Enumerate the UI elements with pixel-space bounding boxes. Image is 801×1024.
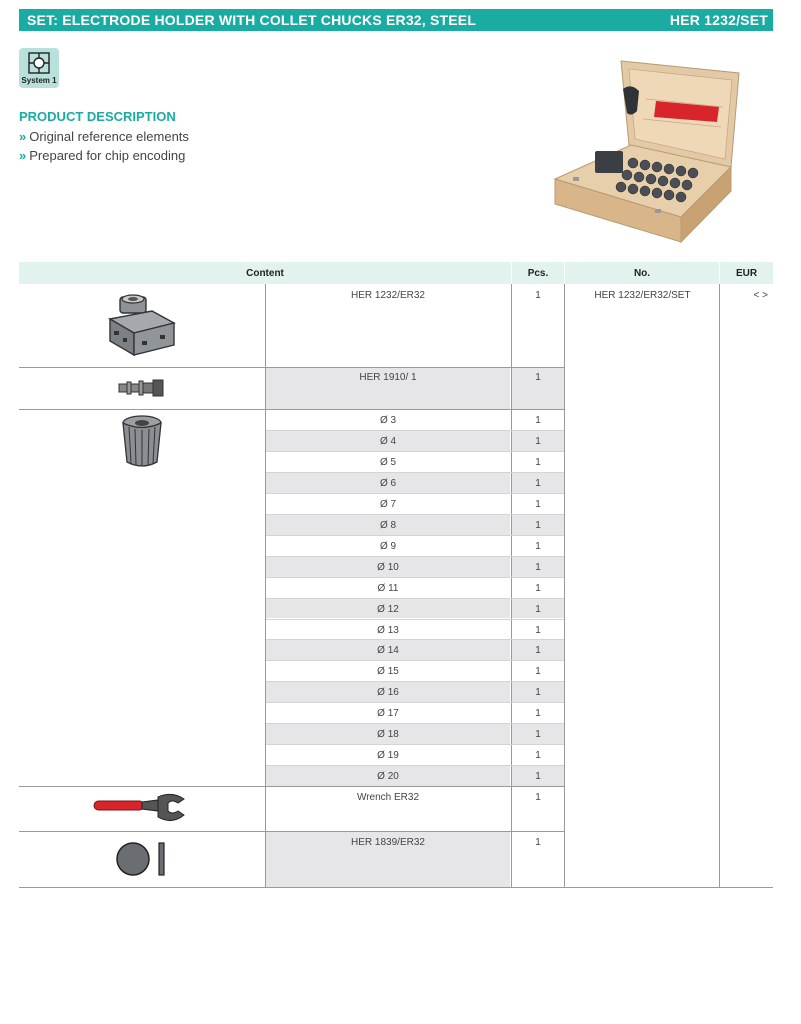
table-row-item: Ø 19 xyxy=(377,750,399,762)
table-row-pcs: 1 xyxy=(535,837,541,848)
table-row-pcs: 1 xyxy=(535,624,541,636)
table-row-pcs: 1 xyxy=(535,435,541,447)
page-title: SET: ELECTRODE HOLDER WITH COLLET CHUCKS ER32, STEEL xyxy=(27,12,477,28)
table-row-pcs: 1 xyxy=(535,729,541,741)
table-row-pcs: 1 xyxy=(535,582,541,594)
collet-chuck-image xyxy=(19,412,265,472)
content-table xyxy=(19,262,773,848)
column-header-no: No. xyxy=(564,262,719,284)
column-header-content: Content xyxy=(246,267,284,279)
table-row-item: Ø 10 xyxy=(377,561,399,573)
column-header-pcs: Pcs. xyxy=(511,262,564,284)
table-row-pcs: 1 xyxy=(535,603,541,615)
chip-disc-image xyxy=(19,834,265,884)
table-row-item: Ø 5 xyxy=(379,456,397,468)
column-header-eur: EUR xyxy=(719,262,773,284)
table-row-pcs: 1 xyxy=(535,771,541,783)
description-title: PRODUCT DESCRIPTION xyxy=(19,109,176,124)
article-number: HER 1232/ER32/SET xyxy=(594,290,691,301)
table-row-pcs: 1 xyxy=(535,477,541,489)
table-row-item: Ø 15 xyxy=(377,666,399,678)
table-row-item: Ø 17 xyxy=(377,708,399,720)
system-label: System 1 xyxy=(21,76,57,85)
table-row-item: Wrench ER32 xyxy=(356,792,420,803)
table-row-item: Ø 13 xyxy=(377,624,399,636)
product-box-image xyxy=(551,59,751,244)
table-row-pcs: 1 xyxy=(535,498,541,510)
table-row-item: HER 1839/ER32 xyxy=(351,837,425,848)
description-item: » Original reference elements xyxy=(19,129,189,144)
table-row-item: Ø 6 xyxy=(379,477,397,489)
table-row-pcs: 1 xyxy=(535,666,541,678)
table-row-pcs: 1 xyxy=(535,415,541,426)
table-row-item: Ø 12 xyxy=(377,603,399,615)
table-row-item: HER 1910/ 1 xyxy=(359,372,417,383)
chevron-right-icon: » xyxy=(19,129,27,144)
table-row-pcs: 1 xyxy=(535,456,541,468)
table-header xyxy=(19,262,773,284)
table-row-pcs: 1 xyxy=(535,290,541,301)
description-item: » Prepared for chip encoding xyxy=(19,148,186,163)
system-badge xyxy=(19,48,59,88)
table-row-item: Ø 11 xyxy=(377,582,399,594)
electrode-holder-image xyxy=(19,286,265,366)
table-row-item: Ø 20 xyxy=(377,771,399,783)
table-row-item: HER 1232/ER32 xyxy=(351,290,425,301)
table-row-pcs: 1 xyxy=(535,687,541,699)
table-row-item: Ø 3 xyxy=(379,415,397,426)
wrench-image xyxy=(19,789,265,829)
table-row-pcs: 1 xyxy=(535,645,541,657)
table-row-item: Ø 18 xyxy=(377,729,399,741)
product-description xyxy=(19,109,189,165)
table-row-pcs: 1 xyxy=(535,708,541,720)
system-grid-icon xyxy=(27,51,51,75)
tension-bolt-image xyxy=(19,369,265,407)
table-row-pcs: 1 xyxy=(535,750,541,762)
product-code: HER 1232/SET xyxy=(669,12,768,28)
table-row-item: Ø 14 xyxy=(377,645,399,657)
price-value[interactable]: < > xyxy=(753,290,768,301)
table-row-item: Ø 9 xyxy=(379,540,397,552)
chevron-right-icon: » xyxy=(19,148,27,163)
table-row-item: Ø 7 xyxy=(379,498,397,510)
table-row-pcs: 1 xyxy=(535,792,541,803)
table-row-pcs: 1 xyxy=(535,372,541,383)
table-row-item: Ø 8 xyxy=(379,519,397,531)
table-row-pcs: 1 xyxy=(535,561,541,573)
table-row-item: Ø 16 xyxy=(377,687,399,699)
table-row-pcs: 1 xyxy=(535,519,541,531)
table-row-pcs: 1 xyxy=(535,540,541,552)
table-row-item: Ø 4 xyxy=(379,435,397,447)
title-bar xyxy=(19,9,773,31)
